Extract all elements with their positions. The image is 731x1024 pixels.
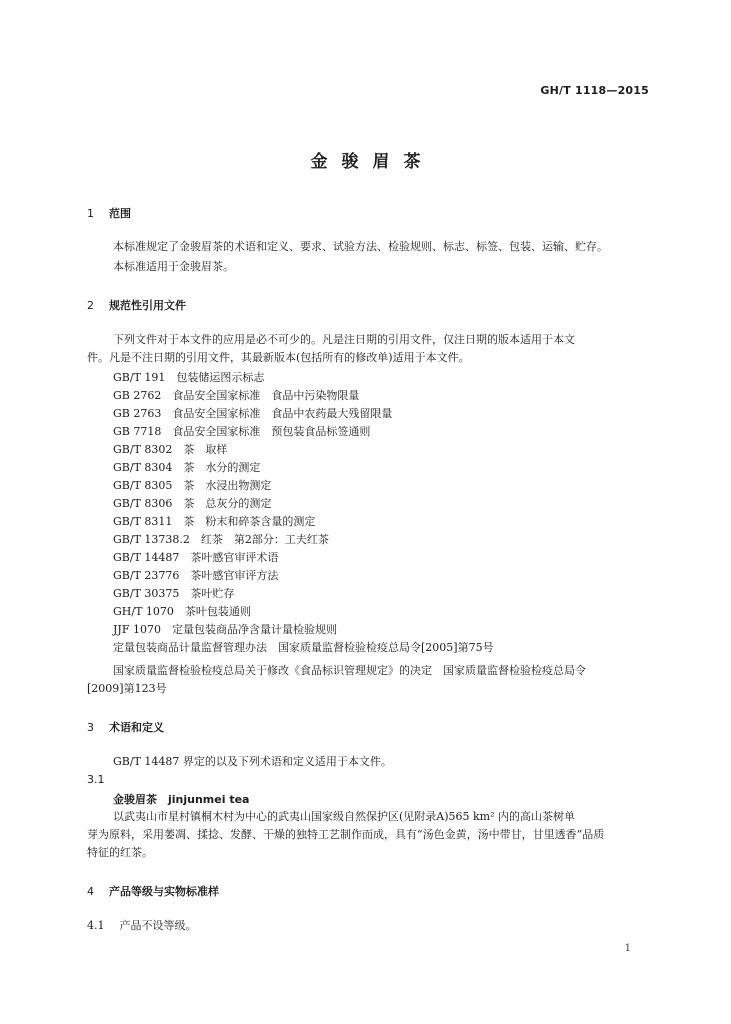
section-number: 3: [87, 721, 94, 734]
section-title: 范围: [109, 207, 131, 220]
section-4-heading: [87, 883, 219, 899]
section-1-heading: [87, 205, 131, 221]
reference-item: GB/T 8311 茶 粉末和碎茶含量的测定: [113, 515, 316, 528]
term-definition-line-2: 芽为原料，采用萎凋、揉捻、发酵、干燥的独特工艺制作而成，具有“汤色金黄，汤中带甘，甘里透香”品质: [87, 828, 605, 841]
reference-list: [113, 369, 494, 657]
section-number: 4: [87, 885, 94, 898]
reference-item: GB/T 191 包装储运图示标志: [113, 371, 265, 384]
references-intro-line-2: 件。凡是不注日期的引用文件，其最新版本(包括所有的修改单)适用于本文件。: [87, 351, 470, 364]
scope-paragraph-2: 本标准适用于金骏眉茶。: [113, 260, 234, 273]
reference-item: GB 2763 食品安全国家标准 食品中农药最大残留限量: [113, 407, 393, 420]
reference-item: 定量包装商品计量监督管理办法 国家质量监督检验检疫总局令[2005]第75号: [113, 641, 494, 654]
term-definition-line-1: 以武夷山市星村镇桐木村为中心的武夷山国家级自然保护区(见附录A)565 km² 内的高山茶树单: [113, 810, 576, 823]
section-3-heading: [87, 719, 164, 735]
reference-item: GB 2762 食品安全国家标准 食品中污染物限量: [113, 389, 360, 402]
page-number: 1: [624, 943, 631, 954]
reference-item: GB/T 8304 茶 水分的测定: [113, 461, 261, 474]
document-title: 金骏眉茶: [310, 152, 435, 172]
subsection-text: 产品不设等级。: [119, 919, 197, 932]
subsection-number: 4.1: [87, 919, 105, 932]
term-definition-line-3: 特征的红茶。: [87, 846, 153, 859]
term-number: 3.1: [87, 773, 105, 786]
reference-item-last-line-2: [2009]第123号: [87, 682, 167, 695]
section-title: 产品等级与实物标准样: [109, 885, 219, 898]
section-title: 规范性引用文件: [109, 299, 186, 312]
standard-code: GH/T 1118—2015: [540, 84, 649, 97]
section-number: 2: [87, 299, 94, 312]
section-2-heading: [87, 297, 186, 313]
references-intro-line-1: 下列文件对于本文件的应用是必不可少的。凡是注日期的引用文件，仅注日期的版本适用于本文: [113, 333, 575, 346]
term-name: 金骏眉茶 jinjunmei tea: [113, 793, 250, 806]
reference-item: GB/T 14487 茶叶感官审评术语: [113, 551, 279, 564]
scope-paragraph-1: 本标准规定了金骏眉茶的术语和定义、要求、试验方法、检验规则、标志、标签、包装、运输、贮存。: [113, 240, 608, 253]
reference-item-last-line-1: 国家质量监督检验检疫总局关于修改《食品标识管理规定》的决定 国家质量监督检验检疫总局令: [113, 664, 586, 677]
reference-item: JJF 1070 定量包装商品净含量计量检验规则: [113, 623, 337, 636]
reference-item: GB/T 23776 茶叶感官审评方法: [113, 569, 279, 582]
reference-item: GH/T 1070 茶叶包装通则: [113, 605, 251, 618]
reference-item: GB/T 8302 茶 取样: [113, 443, 228, 456]
reference-item: GB/T 8305 茶 水浸出物测定: [113, 479, 272, 492]
reference-item: GB 7718 食品安全国家标准 预包装食品标签通则: [113, 425, 371, 438]
reference-item: GB/T 8306 茶 总灰分的测定: [113, 497, 272, 510]
subsection-4-1: [87, 919, 197, 933]
reference-item: GB/T 13738.2 红茶 第2部分：工夫红茶: [113, 533, 329, 546]
terms-intro: GB/T 14487 界定的以及下列术语和定义适用于本文件。: [113, 755, 392, 768]
section-number: 1: [87, 207, 94, 220]
section-title: 术语和定义: [109, 721, 164, 734]
reference-item: GB/T 30375 茶叶贮存: [113, 587, 235, 600]
